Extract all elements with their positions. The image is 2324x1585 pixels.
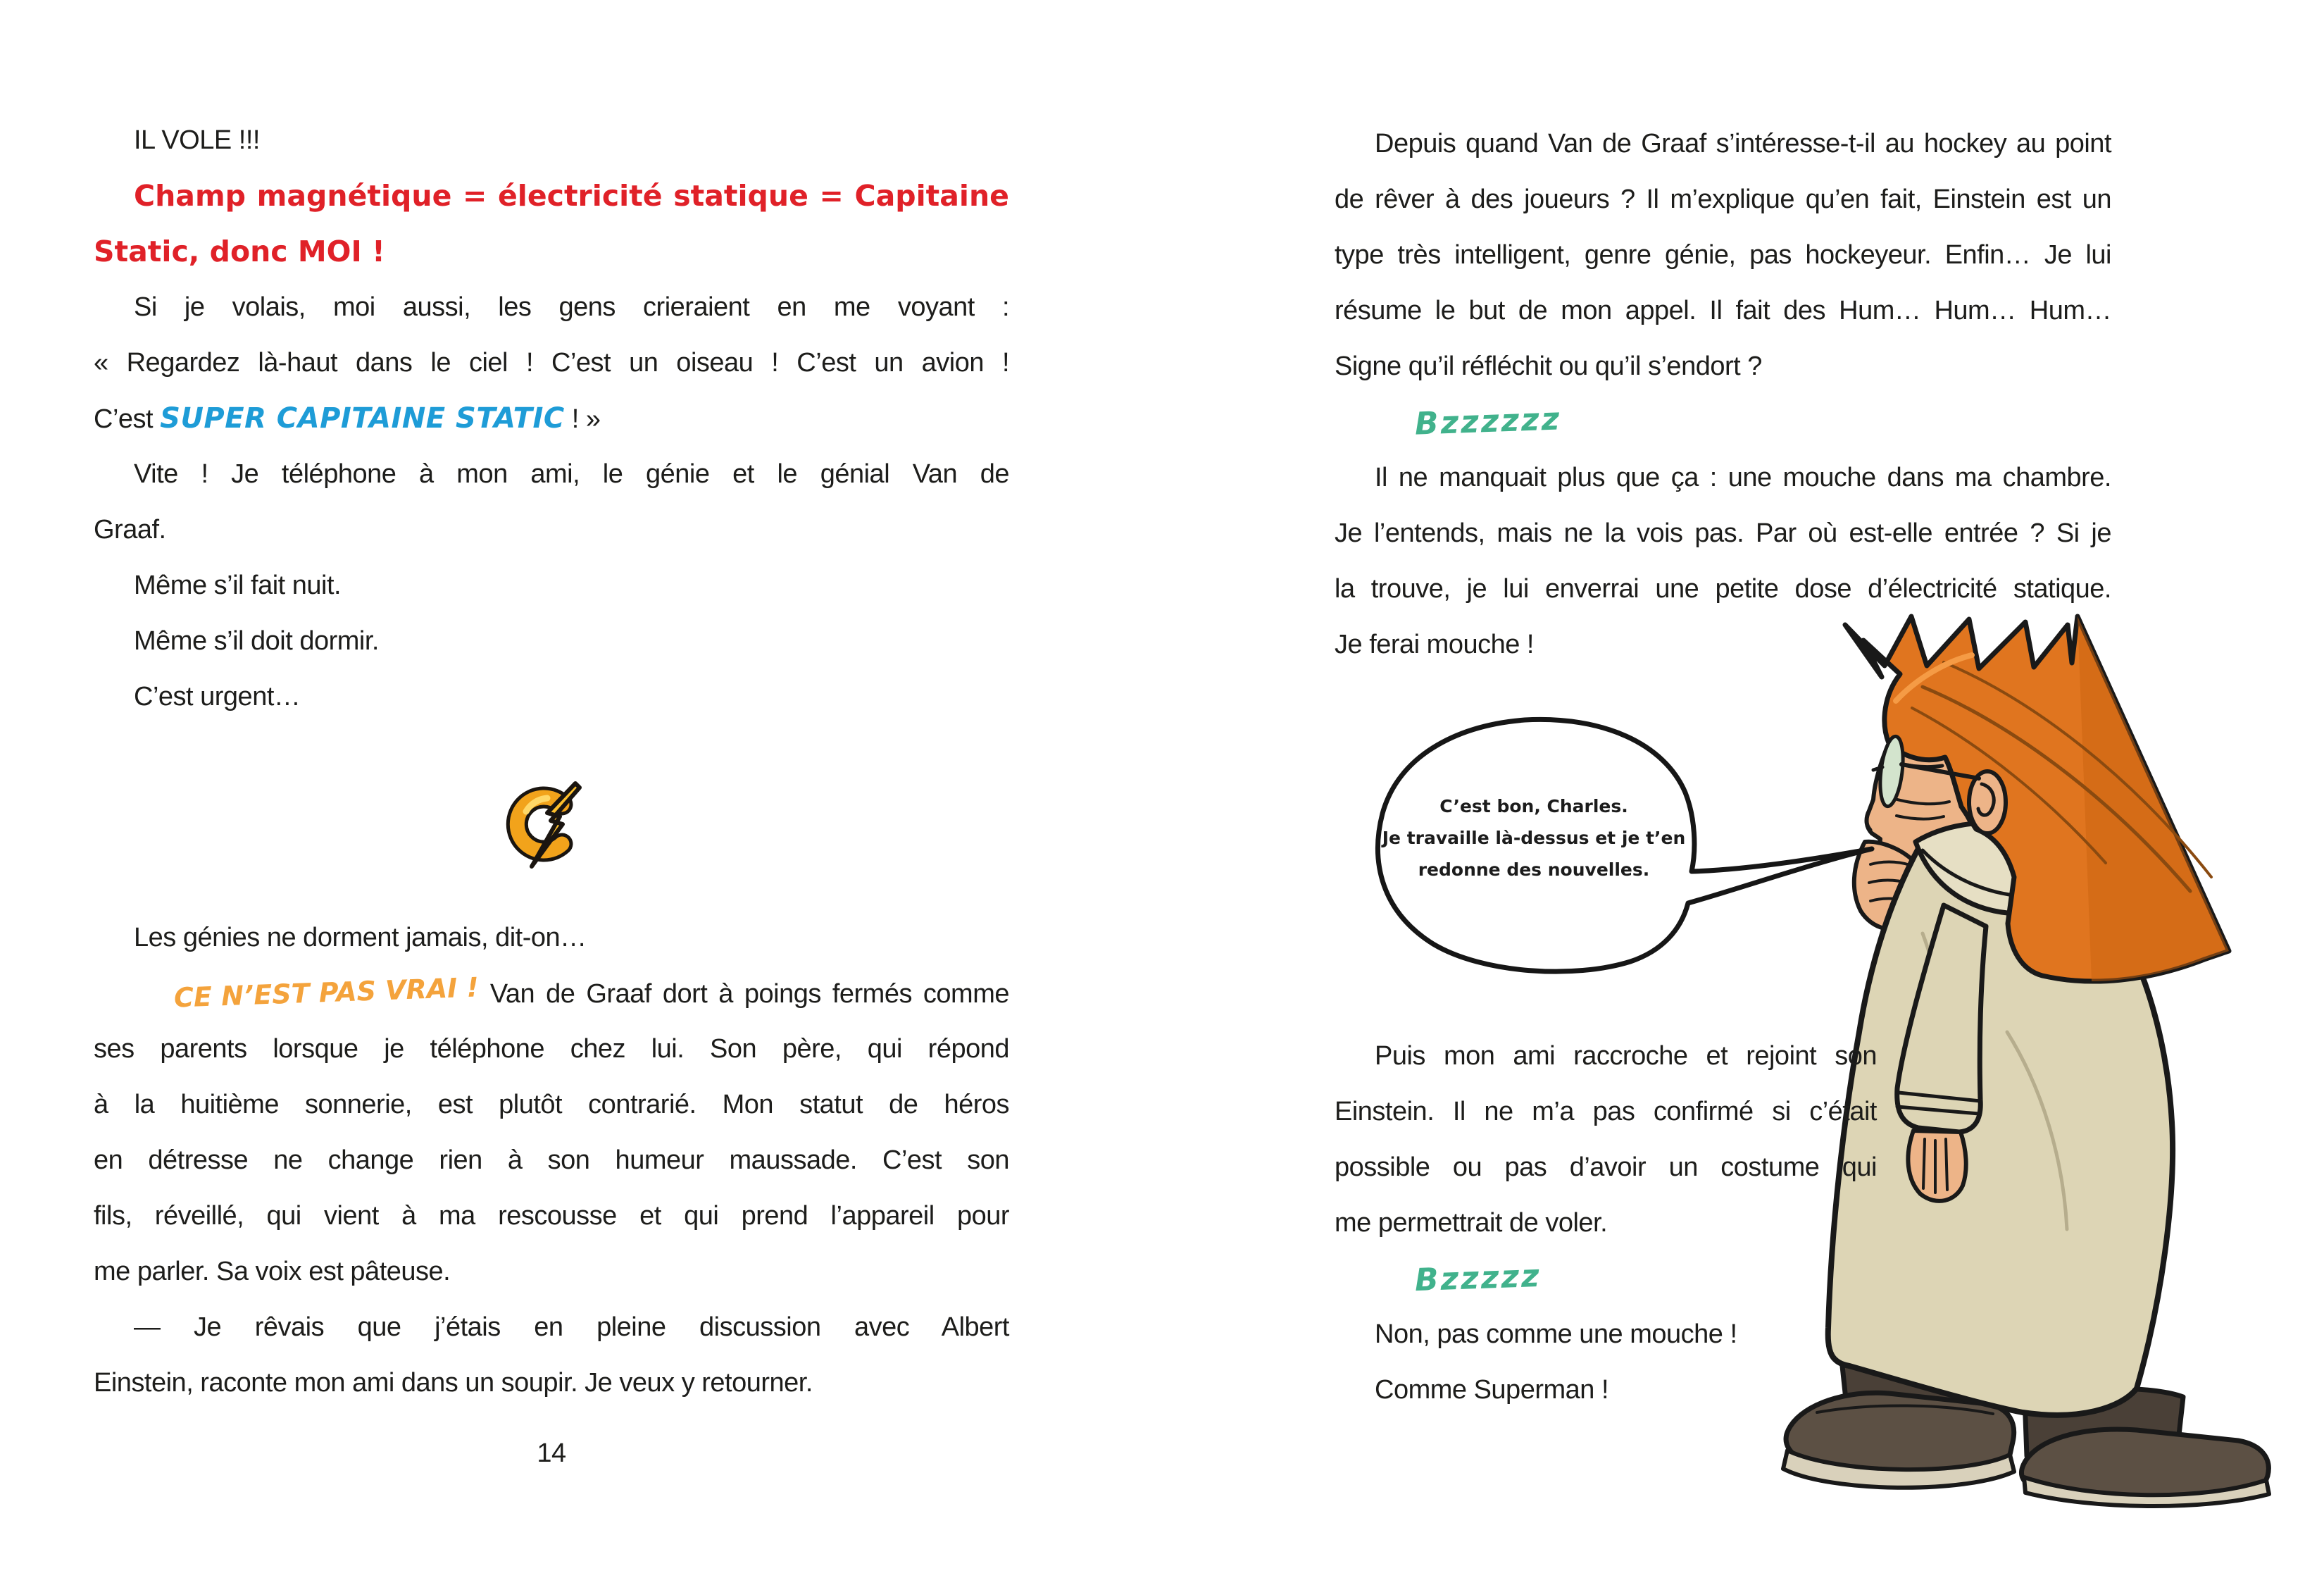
capitaine-static-lightning-logo-icon (496, 781, 595, 872)
text-line: Puis mon ami raccroche et rejoint son (1375, 1041, 1877, 1071)
text-segment: ! » (564, 404, 601, 434)
text-line: Les génies ne dorment jamais, dit-on… (134, 923, 587, 952)
buzz-sound-effect (1335, 394, 2111, 450)
text-line: IL VOLE !!! (134, 125, 260, 155)
text-line: résume le but de mon appel. Il fait des Hum… Hum… Hum… (1335, 296, 2111, 325)
text-line: Je l’entends, mais ne la vois pas. Par où est-elle entrée ? Si je (1335, 518, 2111, 548)
ce-nest-pas-vrai-exclamation: CE N’EST PAS VRAI ! (173, 971, 480, 1014)
text-line: Einstein. Il ne m’a pas confirmé si c’était (1335, 1097, 1877, 1126)
text-line: possible ou pas d’avoir un costume qui (1335, 1152, 1877, 1182)
text-line: Même s’il doit dormir. (134, 626, 379, 656)
text-line: ses parents lorsque je téléphone chez lui. Son père, qui répond (94, 1034, 1009, 1064)
text-line: Si je volais, moi aussi, les gens crieraient en me voyant : (134, 292, 1009, 322)
text-line: Vite ! Je téléphone à mon ami, le génie et le génial Van de (134, 459, 1009, 489)
text-line: à la huitième sonnerie, est plutôt contrarié. Mon statut de héros (94, 1090, 1009, 1119)
bubble-line: redonne des nouvelles. (1418, 859, 1650, 880)
text-line: type très intelligent, genre génie, pas hockeyeur. Enfin… Je lui (1335, 240, 2111, 270)
text-line: Signe qu’il réfléchit ou qu’il s’endort ? (1335, 352, 1762, 381)
text-line: Depuis quand Van de Graaf s’intéresse-t-il au hockey au point (1375, 129, 2111, 158)
text-line: en détresse ne change rien à son humeur maussade. C’est son (94, 1145, 1009, 1175)
page-number: 14 (537, 1438, 566, 1468)
text-line: « Regardez là-haut dans le ciel ! C’est un oiseau ! C’est un avion ! (94, 348, 1009, 378)
text-segment: C’est (94, 404, 161, 434)
text-line: me permettrait de voler. (1335, 1208, 1608, 1238)
text-line: la trouve, je lui enverrai une petite dose d’électricité statique. (1335, 574, 2111, 604)
super-capitaine-static-title: SUPER CAPITAINE STATIC (160, 402, 565, 435)
character-ear (1969, 771, 2006, 833)
red-heading-line: Champ magnétique = électricité statique = Capitaine (134, 179, 1009, 213)
text-segment: Van de Graaf dort à poings fermés comme (478, 979, 1009, 1009)
text-line: Einstein, raconte mon ami dans un soupir. Je veux y retourner. (94, 1368, 813, 1398)
buzz-sound-effect (1335, 1251, 1877, 1307)
left-page-text-bottom (94, 910, 1009, 1411)
right-page-text-top (1335, 116, 2111, 673)
text-line: me parler. Sa voix est pâteuse. (94, 1257, 451, 1286)
text-line: Non, pas comme une mouche ! (1375, 1319, 1737, 1349)
text-line: Je ferai mouche ! (1335, 630, 1534, 659)
text-line: — Je rêvais que j’étais en pleine discussion avec Albert (134, 1312, 1009, 1342)
text-line: Graaf. (94, 515, 166, 545)
left-page-text-top (94, 113, 1009, 725)
buzz-text: Bzzzzz (1414, 1257, 1542, 1299)
text-line: Comme Superman ! (1375, 1375, 1609, 1405)
text-line: de rêver à des joueurs ? Il m’explique qu’en fait, Einstein est un (1335, 185, 2111, 214)
text-line: Il ne manquait plus que ça : une mouche dans ma chambre. (1375, 463, 2111, 492)
text-line (94, 966, 1009, 1021)
text-line: C’est urgent… (134, 682, 301, 711)
buzz-text: Bzzzzzz (1414, 401, 1563, 442)
text-line (94, 391, 1009, 447)
character-hand (1908, 1131, 1966, 1201)
speech-bubble-text (1372, 790, 1696, 885)
bubble-line: Je travaille là-dessus et je t’en (1382, 828, 1686, 848)
text-line: Même s’il fait nuit. (134, 571, 342, 600)
bubble-line: C’est bon, Charles. (1439, 796, 1628, 816)
right-page-text-bottom (1335, 1028, 1877, 1418)
text-line: fils, réveillé, qui vient à ma rescousse et qui prend l’appareil pour (94, 1201, 1009, 1231)
red-heading-line: Static, donc MOI ! (94, 235, 385, 268)
